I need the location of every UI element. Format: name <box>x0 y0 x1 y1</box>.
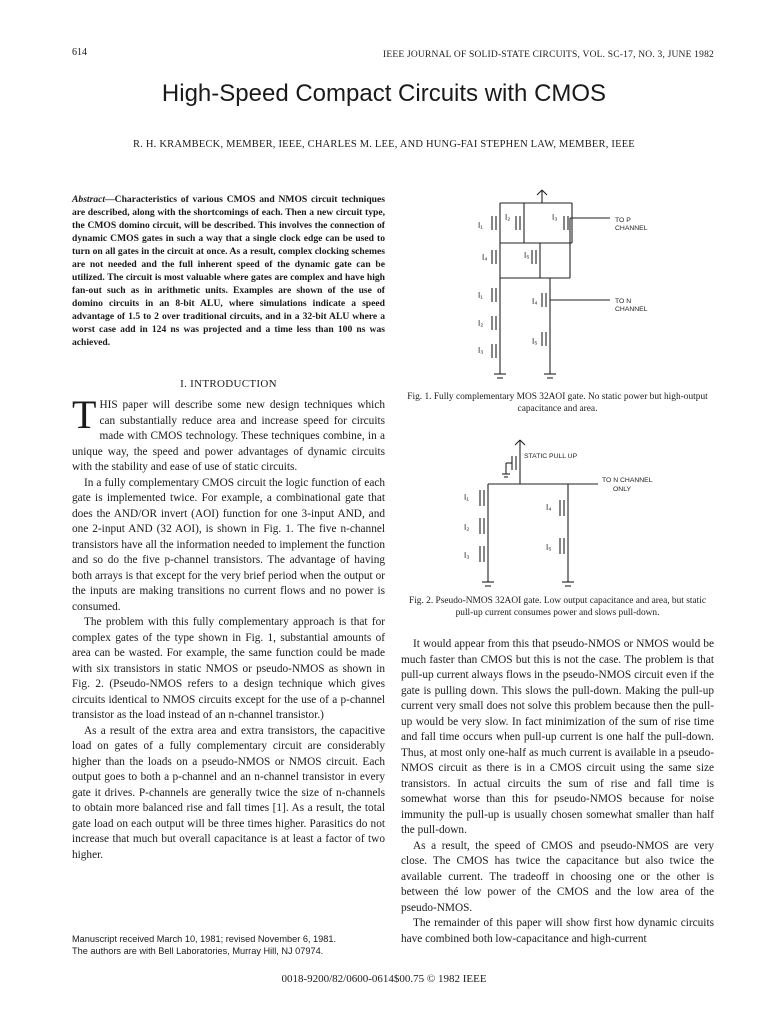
running-header: IEEE JOURNAL OF SOLID-STATE CIRCUITS, VOL. SC-17, NO. 3, JUNE 1982 <box>383 50 714 60</box>
right-column <box>401 637 714 947</box>
footnote-affiliation: The authors are with Bell Laboratories, Murray Hill, NJ 07974. <box>72 945 324 956</box>
fig2-static-pull-up: STATIC PULL UP <box>524 453 578 460</box>
fig1-label-i4-p: I₄ <box>482 253 488 262</box>
abstract-lead: Abstract <box>72 194 106 205</box>
intro-paragraph-1: THIS paper will describe some new design techniques which can substantially reduce area and increase speed for circuits made with CMOS technology. These techniques combine, in a unique way, the speed and power advantages of dynamic circuits with the stability and ease of use of static circuits. <box>72 392 385 473</box>
intro-paragraph-2: In a fully complementary CMOS circuit the logic function of each gate is implemented twice. For example, a combinational gate that does the AND/OR invert (AOI) function for one 3-input AND, and one 2-input AND (32 AOI), is shown in Fig. 1. The five n-channel transistors have all the information needed to implement the function and so do the five p-channel transistors. The advantage of having both arrays is that except for the very brief period when the output or the inputs are making transitions no current flows and no power is consumed. <box>72 476 385 613</box>
figure-1-schematic <box>460 188 680 388</box>
fig1-label-i3-n: I₃ <box>478 346 484 355</box>
copyright-footer: 0018-9200/82/0600-0614$00.75 © 1982 IEEE <box>281 973 487 985</box>
paper-title: High-Speed Compact Circuits with CMOS <box>161 80 607 107</box>
intro-paragraph-3: The problem with this fully complementary approach is that for complex gates of the type shown in Fig. 1, substantial amounts of area can be wasted. For example, the same function could be made with six transistors in static NMOS or pseudo-NMOS as shown in Fig. 2. (Pseudo-NMOS refers to a design technique which gives circuits identical to NMOS circuits except for the use of a p-channel transistor as the load instead of an n-channel transistor.) <box>72 616 385 721</box>
fig1-label-i5-n: I₅ <box>532 337 538 346</box>
fig1-channel-p: CHANNEL <box>615 225 648 232</box>
abstract-text: —Characteristics of various CMOS and NMOS circuit techniques are described, along with the shortcomings of each. Then a new circuit type, the CMOS domino circuit, will be described. This involves the connection of dynamic CMOS gates in such a way that a single clock edge can be used to turn on all gates in the circuit at once. As a result, complex clocking schemes are not needed and the full inherent speed of the dynamic gate can be utilized. The circuit is most valuable where gates are complex and have high fan-out such as in arithmetic units. Examples are shown of the use of domino circuits in an 8-bit ALU, where simulations indicate a speed advantage of 1.5 to 2 over traditional circuits, and in a 32-bit ALU where a worst case add in 124 ns was projected and a time less than 100 ns was achieved. <box>72 194 385 348</box>
fig2-label-i3: I₃ <box>464 551 470 560</box>
right-paragraph-1: It would appear from this that pseudo-NMOS or NMOS would be much faster than CMOS but this is not the case. The problem is that pull-up current always flows in the pseudo-NMOS circuit even if the gate is pulling down. This slows the pull-down. Making the pull-up current very small does not solve this problem because then the pull-up would be very slow. In fact minimization of the sum of rise time and fall time occurs when pull-up current is one half the pull-down. Thus, at most only one-half as much current is available in a pseudo-NMOS circuit as there is in a CMOS circuit using the same size transistors. In actual circuits the sum of rise and fall time is somewhat worse than this for pseudo-NMOS because for noise immunity the pull-up is usually chosen somewhat smaller than half the pull-down. <box>401 638 714 836</box>
left-column <box>72 392 385 863</box>
fig2-label-i4: I₄ <box>546 503 552 512</box>
fig1-label-i2-p: I₂ <box>505 213 511 222</box>
drop-cap: T <box>72 392 97 437</box>
abstract <box>72 193 385 349</box>
footnote-received: Manuscript received March 10, 1981; revised November 6, 1981. <box>72 934 337 944</box>
section-heading: I. INTRODUCTION <box>180 378 277 390</box>
fig1-label-i1-p: I₁ <box>478 221 483 230</box>
fig1-to-n: TO N <box>615 298 632 305</box>
fig2-to-n-channel: TO N CHANNEL <box>602 477 653 484</box>
fig1-label-i4-n: I₄ <box>532 297 538 306</box>
intro-paragraph-4: As a result of the extra area and extra transistors, the capacitive load on gates of a fully complementary circuit are considerably higher than the loads on a pseudo-NMOS or NMOS circuit. Each output goes to both a p-channel and an n-channel transistor in every gate it drives. P-channels are generally twice the size of n-channels to obtain more balanced rise and fall times [1]. As a result, the total gate load on each output will be three times higher. Parasitics do not increase that much but overall capacitance is at least a factor of two higher. <box>72 724 385 861</box>
fig2-label-i5: I₅ <box>546 543 552 552</box>
fig1-label-i1-n: I₁ <box>478 291 483 300</box>
figure-2-caption: Fig. 2. Pseudo-NMOS 32AOI gate. Low output capacitance and area, but static pull-up current consumes power and slows pull-down. <box>408 596 707 618</box>
fig2-label-i2: I₂ <box>464 523 470 532</box>
fig1-to-p: TO P <box>615 217 631 224</box>
figure-1-caption: Fig. 1. Fully complementary MOS 32AOI gate. No static power but high-output capacitance and area. <box>407 392 708 414</box>
footnote <box>72 934 385 957</box>
page-number: 614 <box>72 47 87 58</box>
fig1-label-i5-p: I₅ <box>524 251 530 260</box>
fig2-label-i1: I₁ <box>464 493 469 502</box>
fig2-only: ONLY <box>613 486 632 493</box>
fig1-label-i3-p: I₃ <box>552 213 558 222</box>
right-paragraph-2: As a result, the speed of CMOS and pseudo-NMOS are very close. The CMOS has twice the capacitance but also twice the available current. The tradeoff in choosing one or the other is between thé low power of the CMOS and the low area of the pseudo-NMOS. <box>401 839 714 914</box>
fig1-label-i2-n: I₂ <box>478 319 484 328</box>
author-line: R. H. KRAMBECK, MEMBER, IEEE, CHARLES M. LEE, AND HUNG-FAI STEPHEN LAW, MEMBER, IEEE <box>133 139 635 150</box>
right-paragraph-3: The remainder of this paper will show first how dynamic circuits have combined both low-capacitance and high-current <box>401 917 714 945</box>
figure-2-schematic <box>458 438 678 590</box>
fig1-channel-n: CHANNEL <box>615 306 648 313</box>
